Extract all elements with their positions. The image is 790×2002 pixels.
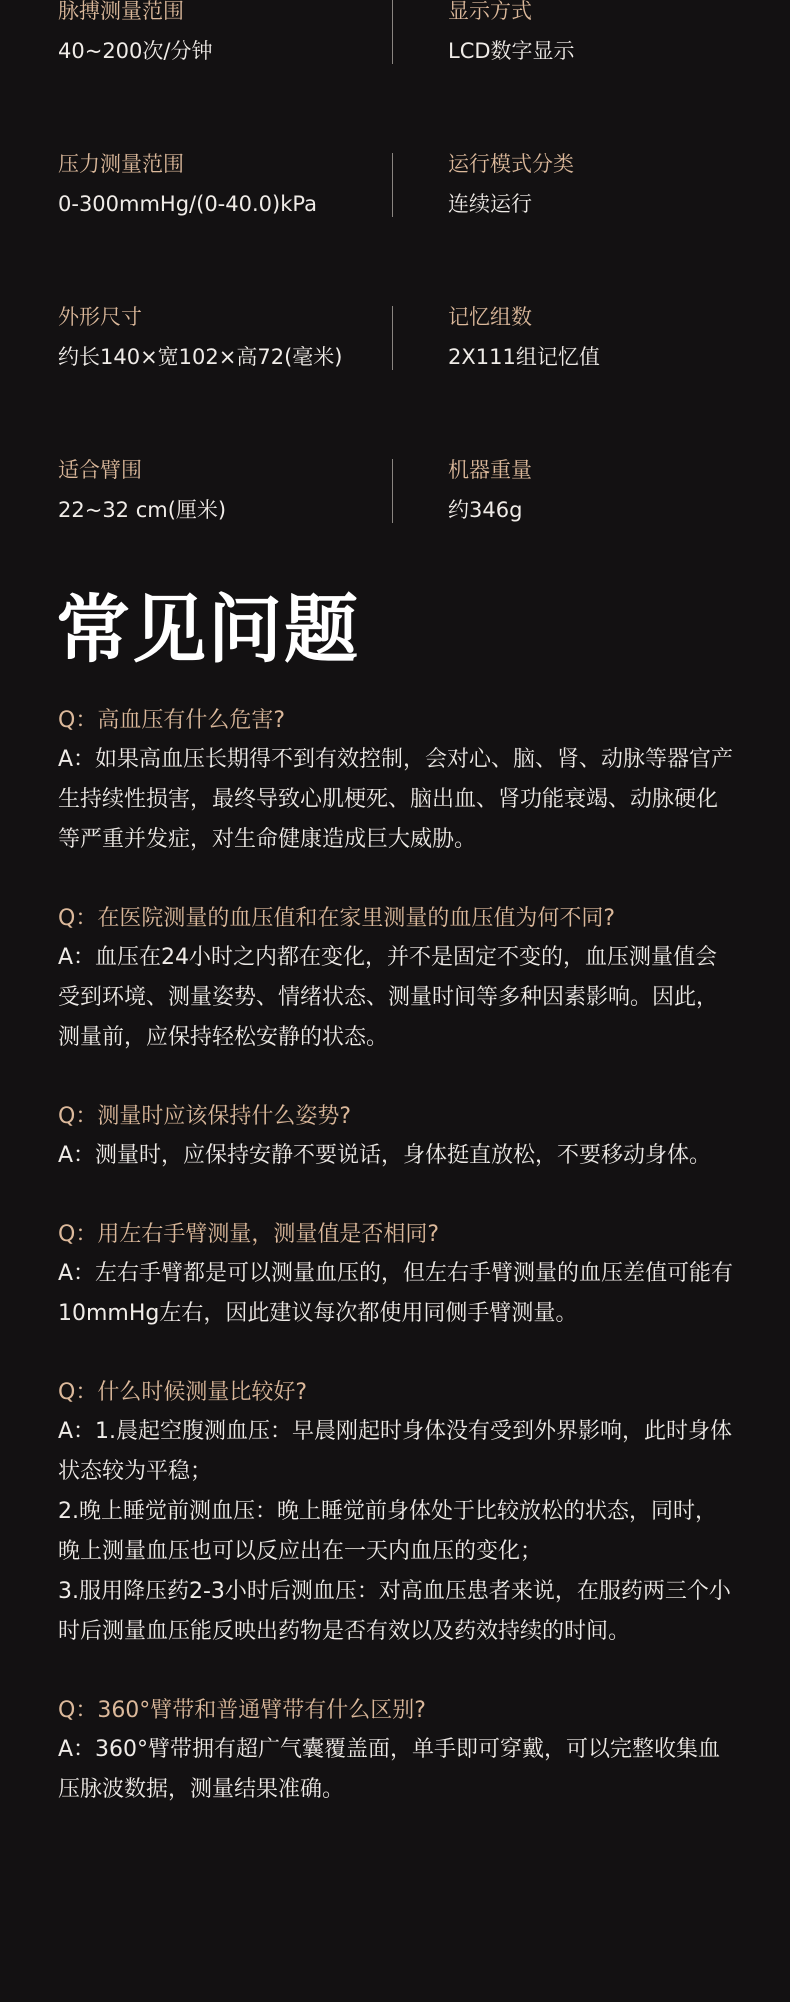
spec-label: 适合臂围 xyxy=(58,458,142,482)
spec-value: 约346g xyxy=(448,498,523,522)
spec-value: LCD数字显示 xyxy=(448,39,575,63)
spec-value: 约长140×宽102×高72(毫米) xyxy=(58,345,343,369)
spec-divider xyxy=(392,306,393,370)
faq-answer-line: A：如果高血压长期得不到有效控制，会对心、脑、肾、动脉等器官产生持续性损害，最终导致心肌梗死、脑出血、肾功能衰竭、动脉硬化等严重并发症，对生命健康造成巨大威胁。 xyxy=(58,747,734,852)
faq-item xyxy=(58,900,738,1058)
faq-question: Q：用左右手臂测量，测量值是否相同? xyxy=(58,1222,439,1247)
spec-label: 运行模式分类 xyxy=(448,152,574,176)
faq-answer xyxy=(58,740,738,860)
faq-question: Q：高血压有什么危害? xyxy=(58,708,285,733)
spec-row xyxy=(0,419,790,572)
faq-question: Q：什么时候测量比较好? xyxy=(58,1380,307,1405)
spec-label: 记忆组数 xyxy=(448,305,532,329)
spec-row xyxy=(0,266,790,419)
spec-cell xyxy=(58,457,226,523)
faq-list xyxy=(58,702,738,1850)
spec-cell xyxy=(448,0,575,64)
faq-item xyxy=(58,1374,738,1652)
spec-cell xyxy=(448,151,574,217)
spec-value: 40~200次/分钟 xyxy=(58,39,213,63)
spec-value: 连续运行 xyxy=(448,192,532,216)
faq-item xyxy=(58,702,738,860)
faq-answer xyxy=(58,1136,738,1176)
spec-label: 机器重量 xyxy=(448,458,532,482)
spec-cell xyxy=(448,457,532,523)
faq-answer-line: A：血压在24小时之内都在变化，并不是固定不变的，血压测量值会受到环境、测量姿势、情绪状态、测量时间等多种因素影响。因此，测量前，应保持轻松安静的状态。 xyxy=(58,945,719,1050)
spec-cell xyxy=(58,0,212,64)
faq-answer-line: A：360°臂带拥有超广气囊覆盖面，单手即可穿戴，可以完整收集血压脉波数据，测量结果准确。 xyxy=(58,1737,721,1802)
faq-answer-line: 2.晚上睡觉前测血压：晚上睡觉前身体处于比较放松的状态，同时，晚上测量血压也可以反应出在一天内血压的变化； xyxy=(58,1499,717,1564)
faq-answer-line: A：1.晨起空腹测血压：早晨刚起时身体没有受到外界影响，此时身体状态较为平稳； xyxy=(58,1419,733,1484)
spec-label: 外形尺寸 xyxy=(58,305,142,329)
spec-divider xyxy=(392,459,393,523)
spec-cell xyxy=(448,304,600,370)
faq-answer xyxy=(58,938,738,1058)
faq-answer-line: 3.服用降压药2-3小时后测血压：对高血压患者来说，在服药两三个小时后测量血压能反映出药物是否有效以及药效持续的时间。 xyxy=(58,1579,731,1644)
faq-item xyxy=(58,1692,738,1810)
spec-cell xyxy=(58,151,317,217)
faq-question: Q：在医院测量的血压值和在家里测量的血压值为何不同? xyxy=(58,906,615,931)
spec-value: 0-300mmHg/(0-40.0)kPa xyxy=(58,192,317,216)
faq-answer-line: A：左右手臂都是可以测量血压的，但左右手臂测量的血压差值可能有10mmHg左右，因此建议每次都使用同侧手臂测量。 xyxy=(58,1261,734,1326)
faq-question: Q：360°臂带和普通臂带有什么区别? xyxy=(58,1698,426,1723)
spec-row xyxy=(0,113,790,266)
spec-value: 22~32 cm(厘米) xyxy=(58,498,227,522)
spec-label: 压力测量范围 xyxy=(58,152,184,176)
faq-answer xyxy=(58,1730,738,1810)
faq-answer-line: A：测量时，应保持安静不要说话，身体挺直放松，不要移动身体。 xyxy=(58,1143,712,1168)
spec-label: 显示方式 xyxy=(448,0,532,23)
spec-label: 脉搏测量范围 xyxy=(58,0,184,23)
faq-item xyxy=(58,1098,738,1176)
faq-answer xyxy=(58,1254,738,1334)
spec-table xyxy=(0,0,790,572)
faq-answer xyxy=(58,1412,738,1652)
faq-question: Q：测量时应该保持什么姿势? xyxy=(58,1104,351,1129)
spec-row xyxy=(0,0,790,113)
spec-value: 2X111组记忆值 xyxy=(448,345,600,369)
spec-divider xyxy=(392,153,393,217)
faq-title: 常见问题 xyxy=(56,587,360,673)
spec-divider xyxy=(392,0,393,64)
spec-cell xyxy=(58,304,342,370)
faq-item xyxy=(58,1216,738,1334)
